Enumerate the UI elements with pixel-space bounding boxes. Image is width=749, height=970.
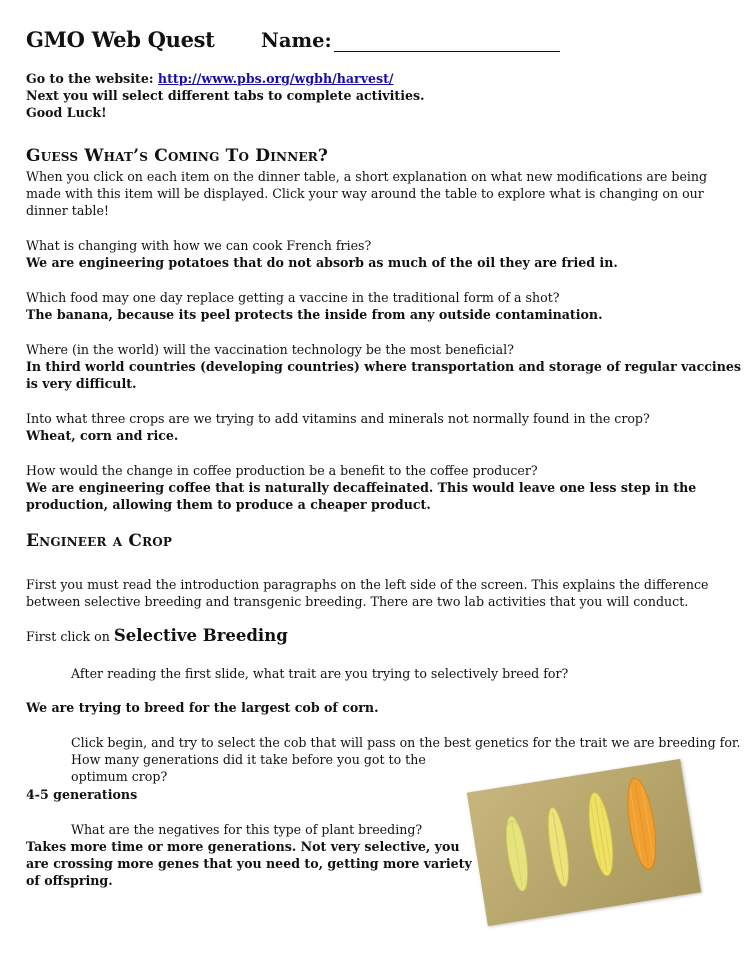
answer-fries: We are engineering potatoes that do not absorb as much of the oil they are fried in.	[26, 255, 618, 270]
answer-coffee-1: We are engineering coffee that is naturally decaffeinated. This would leave one less step in the	[26, 480, 697, 495]
corn-cobs-image	[467, 759, 701, 926]
question-generations-2: How many generations did it take before you got to the	[71, 752, 426, 767]
question-coffee: How would the change in coffee production be a benefit to the coffee producer?	[26, 463, 538, 478]
name-label: Name:	[261, 29, 332, 52]
question-crops: Into what three crops are we trying to add vitamins and minerals not normally found in the crop?	[26, 411, 650, 426]
corn-cob-2	[544, 806, 572, 888]
section1-desc-1: When you click on each item on the dinner table, a short explanation on what new modifications are being	[26, 169, 708, 184]
answer-vaccine-location-2: is very difficult.	[26, 376, 137, 391]
selective-breeding-label: Selective Breeding	[113, 626, 288, 645]
answer-negatives-1: Takes more time or more generations. Not very selective, you	[26, 839, 460, 854]
question-vaccine-location: Where (in the world) will the vaccination technology be the most beneficial?	[26, 342, 514, 357]
corn-cob-3	[584, 791, 617, 877]
question-generations-3: optimum crop?	[71, 769, 168, 784]
intro-website-line	[26, 70, 394, 87]
section2-desc-1: First you must read the introduction paragraphs on the left side of the screen. This explains the difference	[26, 577, 709, 592]
name-field	[261, 29, 560, 52]
answer-coffee-2: production, allowing them to produce a cheaper product.	[26, 497, 431, 512]
answer-crops: Wheat, corn and rice.	[26, 428, 179, 443]
question-trait: After reading the first slide, what trait are you trying to selectively breed for?	[71, 666, 569, 681]
intro-line-2: Next you will select different tabs to complete activities.	[26, 88, 425, 103]
name-blank-line[interactable]	[334, 31, 560, 52]
answer-generations: 4-5 generations	[26, 787, 138, 802]
intro-go-prefix: Go to the website:	[26, 71, 158, 86]
question-vaccine-food: Which food may one day replace getting a vaccine in the traditional form of a shot?	[26, 290, 560, 305]
first-click-line	[26, 627, 288, 645]
corn-cob-4	[623, 776, 661, 871]
answer-negatives-3: of offspring.	[26, 873, 113, 888]
question-generations-1: Click begin, and try to select the cob that will pass on the best genetics for the trait we are breeding for.	[71, 735, 741, 750]
answer-negatives-2: are crossing more genes that you need to, getting more variety	[26, 856, 472, 871]
section1-desc-2: made with this item will be displayed. Click your way around the table to explore what is changing on our	[26, 186, 704, 201]
section-heading-engineer: Engineer a Crop	[26, 531, 173, 551]
corn-cobs-illustration	[467, 759, 701, 926]
first-click-prefix: First click on	[26, 629, 114, 644]
section2-desc-2: between selective breeding and transgenic breeding. There are two lab activities that you will conduct.	[26, 594, 689, 609]
website-link[interactable]: http://www.pbs.org/wgbh/harvest/	[157, 71, 394, 86]
answer-vaccine-location-1: In third world countries (developing countries) where transportation and storage of regular vaccines	[26, 359, 741, 374]
corn-cob-1	[502, 815, 532, 893]
page-title: GMO Web Quest	[26, 27, 215, 52]
section-heading-dinner: Guess What’s Coming To Dinner?	[26, 146, 329, 166]
intro-line-3: Good Luck!	[26, 105, 107, 120]
answer-trait: We are trying to breed for the largest cob of corn.	[26, 700, 379, 715]
answer-vaccine-food: The banana, because its peel protects the inside from any outside contamination.	[26, 307, 603, 322]
question-negatives: What are the negatives for this type of plant breeding?	[71, 822, 423, 837]
section1-desc-3: dinner table!	[26, 203, 109, 218]
question-fries: What is changing with how we can cook French fries?	[26, 238, 372, 253]
